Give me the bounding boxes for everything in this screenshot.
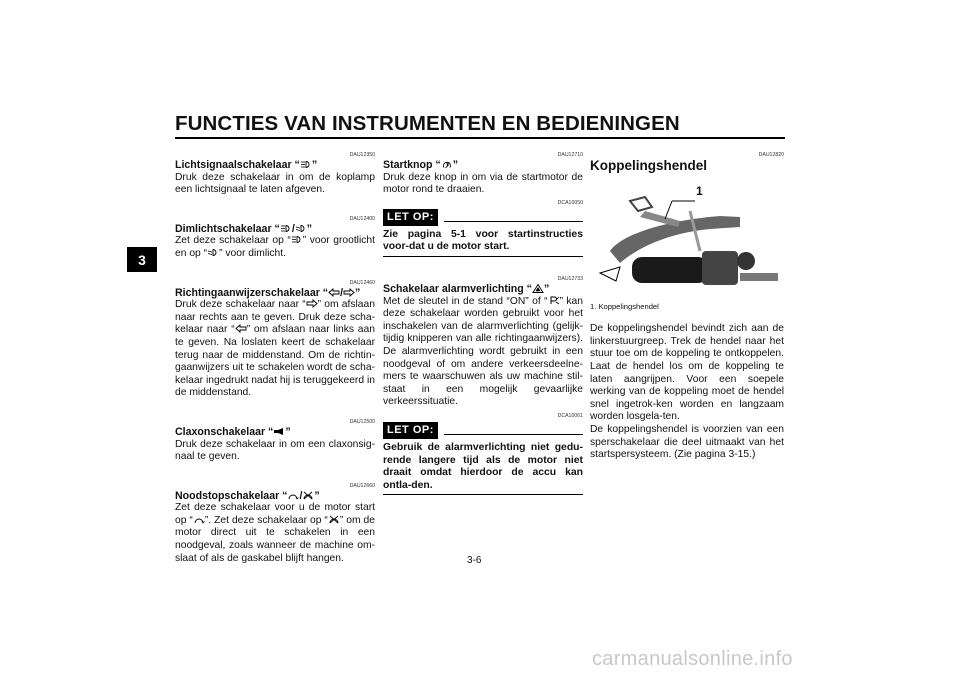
high-beam-icon [291, 235, 303, 244]
section-title-engine-stop: Noodstopschakelaar “ / ” [175, 489, 320, 502]
section-text: Met de sleutel in de stand “ON” of “ ” kan deze schakelaar worden gebruikt voor het inschakelen van de alarmverlichting (gelijk-tijdig knipperen van alle richtingaanwijzers). De alarmverlichting wordt gebruikt in een noodgeval of om andere verkeersdeelne-mers te waarschuwen als uw machine stil-staat in een mogelijk gevaarlijke verkeerssituatie. [383, 295, 583, 408]
section-text: De koppelingshendel is voorzien van een sperschakelaar die deel uitmaakt van het startspersysteem. (Zie pagina 3-15.) [590, 423, 784, 461]
section-code: DAU12500 [349, 418, 375, 425]
notice-text: Zie pagina 5-1 voor startinstructies voor-dat u de motor start. [383, 228, 583, 253]
watermark: carmanualsonline.info [592, 648, 793, 670]
section-code: DAU12660 [349, 482, 375, 489]
notice-badge: LET OP: [383, 209, 438, 226]
section-title-turn-signal: Richtingaanwijzerschakelaar “ / ” [175, 286, 361, 299]
section-title-dimmer: Dimlichtschakelaar “ / ” [175, 222, 313, 235]
section-text: Zet deze schakelaar voor u de motor start op “ ”. Zet deze schakelaar op “ ” om de motor direct uit te schakelen in een noodgeval, zoals wanneer de machine om-slaat of als de gaskabel blijft hangen. [175, 502, 375, 564]
engine-run-icon [287, 491, 299, 500]
notice-code: DCA10061 [557, 412, 583, 419]
column-left [175, 150, 375, 565]
section-code: DAU12460 [349, 279, 375, 286]
notice-rule [444, 434, 583, 435]
engine-stop-icon [328, 515, 340, 524]
section-title-hazard: Schakelaar alarmverlichting “ ” [383, 282, 550, 295]
section-text: Druk deze schakelaar in om een claxonsig-naal te geven. [175, 438, 375, 463]
notice-end-rule [383, 494, 583, 495]
section-text: De koppelingshendel bevindt zich aan de linkerstuurgreep. Trek de hendel naar het stuur toe om de koppeling te ontkoppelen. Laat de hendel los om de koppeling te laten aangrijpen. Voor een soepele werking van de koppeling moet de hendel snel ingetrok-ken worden en langzaam worden losgela-ten. [590, 323, 784, 423]
high-beam-icon [280, 224, 292, 233]
clutch-lever-photo [590, 181, 778, 299]
start-icon [441, 160, 453, 169]
section-text: Zet deze schakelaar op “ ” voor grootlicht en op “ ” voor dimlicht. [175, 235, 375, 259]
headlight-icon [300, 160, 312, 169]
notice-rule [444, 221, 583, 222]
page-title: FUNCTIES VAN INSTRUMENTEN EN BEDIENINGEN [175, 112, 680, 135]
column-right [590, 150, 784, 462]
parking-icon [548, 296, 560, 305]
notice-header [383, 209, 583, 226]
column-middle [383, 150, 583, 495]
arrow-left-icon [328, 288, 340, 297]
header-rule [175, 137, 785, 139]
hazard-icon [532, 284, 544, 293]
notice-text: Gebruik de alarmverlichting niet gedu-rende langere tijd als de motor niet draait omdat hierdoor de accu kan ontla-den. [383, 441, 583, 491]
notice-header [383, 422, 583, 439]
arrow-left-icon [235, 324, 247, 333]
section-title-clutch-lever: Koppelingshendel [590, 158, 708, 173]
horn-icon [273, 427, 285, 436]
page-number: 3-6 [467, 555, 482, 566]
section-code: DAU12820 [758, 152, 784, 158]
low-beam-icon [295, 224, 307, 233]
low-beam-icon [207, 248, 219, 257]
section-title-horn: Claxonschakelaar “ ” [175, 425, 291, 438]
section-code: DAU12350 [349, 152, 375, 158]
arrow-right-icon [343, 288, 355, 297]
engine-stop-icon [302, 491, 314, 500]
section-title-headlight-flasher: Lichtsignaalschakelaar “ ” [175, 159, 318, 171]
section-code: DAU12400 [349, 215, 375, 222]
photo-callout-1: 1 [696, 183, 703, 198]
chapter-tab: 3 [127, 247, 157, 272]
engine-run-icon [193, 515, 205, 524]
section-code: DAU12710 [557, 152, 583, 158]
section-text: Druk deze schakelaar in om de koplamp een lichtsignaal te laten afgeven. [175, 171, 375, 196]
section-code: DAU12733 [557, 275, 583, 282]
arrow-right-icon [306, 299, 318, 308]
notice-badge: LET OP: [383, 422, 438, 439]
section-text: Druk deze schakelaar naar “ ” om afslaan naar rechts aan te geven. Druk deze scha-kelaar naar “ ” om afslaan naar links aan te geven. Na loslaten keert de schakelaar terug naar de middenstand. Om de richtin-gaanwijzers uit te schakelen wordt de scha-kelaar ingedrukt nadat hij is teruggekeerd in de middenstand. [175, 299, 375, 399]
notice-code: DCA10050 [557, 199, 583, 206]
section-text: Druk deze knop in om via de startmotor de motor rond te draaien. [383, 171, 583, 196]
section-title-start-button: Startknop “ ” [383, 159, 458, 171]
photo-caption: 1. Koppelingshendel [590, 301, 659, 311]
